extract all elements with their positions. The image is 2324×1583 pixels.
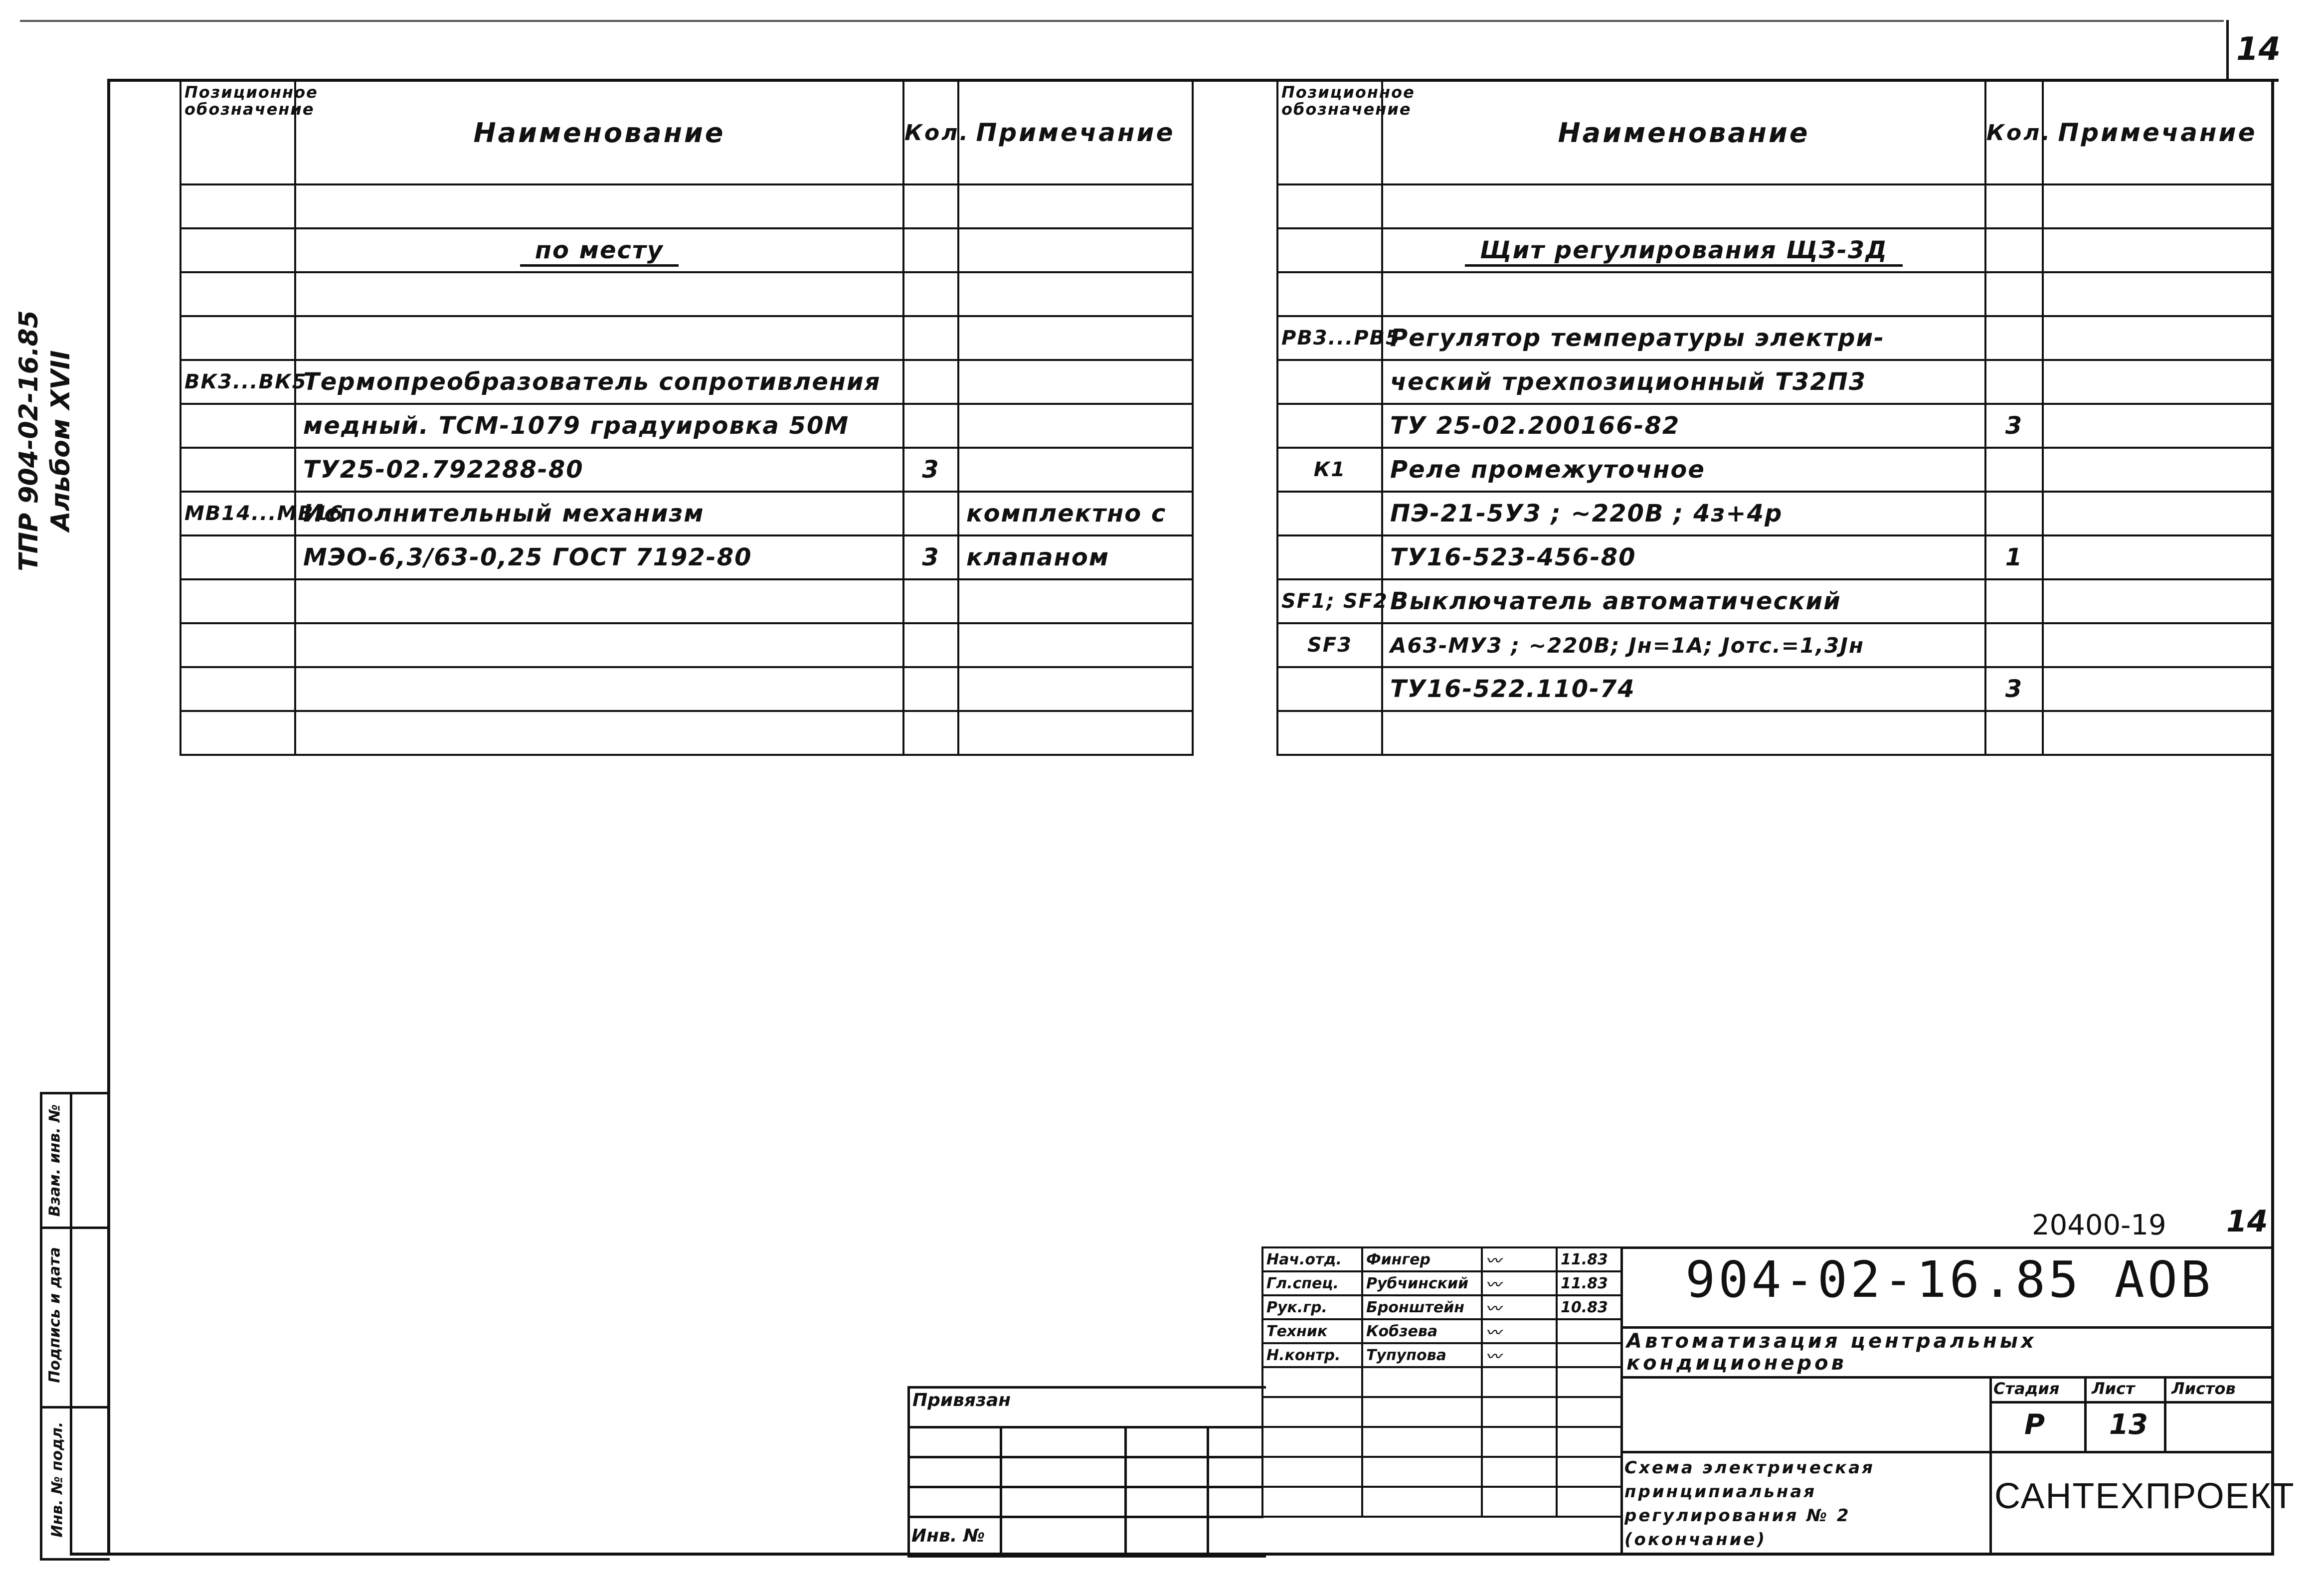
table-row	[1277, 184, 2272, 228]
table-row	[1277, 272, 2272, 316]
left-spec-table	[179, 80, 1194, 756]
left-section-title: по месту	[520, 236, 679, 267]
table-row: ВК3...ВК5 Термопреобразователь сопротивления	[180, 360, 1193, 404]
table-row: ТУ16-523-456-80 1	[1277, 535, 2272, 579]
signature-row: Техник Кобзева 〰	[1262, 1319, 1621, 1343]
table-row: МВ14...МВ16 Исполнительный механизм комплектно с	[180, 492, 1193, 535]
paper-top-line	[20, 20, 2224, 22]
table-row: МЭО-6,3/63-0,25 ГОСТ 7192-80 3 клапаном	[180, 535, 1193, 579]
right-table-header-row	[1277, 81, 2272, 184]
bound-col-line-3	[1207, 1426, 1209, 1553]
left-stamp-inner-line	[70, 1092, 72, 1556]
title-line-1	[1620, 1326, 2271, 1329]
table-row	[180, 623, 1193, 667]
stage-label: Стадия	[1993, 1379, 2060, 1398]
right-header-position: Позиционное обозначение	[1277, 81, 1382, 184]
left-header-name: Наименование	[295, 81, 903, 184]
organization-name: САНТЕХПРОЕКТ	[1994, 1476, 2295, 1516]
table-row: ТУ 25-02.200166-82 3	[1277, 404, 2272, 448]
table-row: К1 Реле промежуточное	[1277, 448, 2272, 492]
bound-row-line-4	[907, 1516, 1263, 1518]
sheet-value: 13	[2109, 1408, 2148, 1441]
right-section-row	[1277, 228, 2272, 272]
right-section-title: Щит регулирования ЩЗ-3Д	[1465, 236, 1903, 267]
side-doc-code	[13, 291, 77, 590]
right-header-note: Примечание	[2043, 81, 2272, 184]
left-section-row	[180, 228, 1193, 272]
table-row	[1262, 1487, 1621, 1517]
left-header-note: Примечание	[958, 81, 1193, 184]
side-doc-code-line1: ТПР 904-02-16.85	[14, 310, 44, 571]
title-line-4	[1989, 1451, 2271, 1453]
table-row: ТУ16-522.110-74 3	[1277, 667, 2272, 711]
table-row	[180, 316, 1193, 360]
signature-mark: 〰	[1482, 1271, 1557, 1295]
table-row	[1262, 1397, 1621, 1427]
bound-col-line-2	[1124, 1426, 1127, 1553]
sheet-label: Лист	[2092, 1379, 2135, 1398]
table-row: РВ3...РВ5 Регулятор температуры электри-	[1277, 316, 2272, 360]
stage-value: Р	[2024, 1408, 2045, 1441]
table-row	[1262, 1427, 1621, 1457]
signature-mark: 〰	[1482, 1247, 1557, 1271]
table-row	[180, 711, 1193, 755]
signature-mark: 〰	[1482, 1319, 1557, 1343]
signature-row: Н.контр. Тупупова 〰	[1262, 1343, 1621, 1367]
left-stamp-inv: Инв. № подл.	[48, 1421, 66, 1538]
title-col-divider	[1989, 1376, 1992, 1553]
right-spec-table	[1276, 80, 2273, 756]
left-header-position: Позиционное обозначение	[180, 81, 295, 184]
bound-col-line-1	[1000, 1426, 1002, 1553]
signature-row: Гл.спец. Рубчинский 〰 11.83	[1262, 1271, 1621, 1295]
left-header-qty: Кол.	[903, 81, 958, 184]
table-row: медный. ТСМ-1079 градуировка 50М	[180, 404, 1193, 448]
inv-label: Инв. №	[911, 1526, 985, 1546]
doc-code: 904-02-16.85 АОВ	[1685, 1250, 2214, 1309]
table-row	[180, 184, 1193, 228]
title-line-5	[1620, 1451, 1989, 1453]
table-row: ческий трехпозиционный Т32П3	[1277, 360, 2272, 404]
table-row: SF3 А63-МУ3 ; ~220В; Jн=1А; Jотс.=1,3Jн	[1277, 623, 2272, 667]
sheet-title: Схема электрическая принципиальная регулирования № 2 (окончание)	[1624, 1458, 1875, 1550]
table-row	[1277, 711, 2272, 755]
side-doc-code-line2: Альбом XVII	[46, 350, 76, 531]
archive-sheet: 14	[2226, 1204, 2268, 1239]
table-row	[180, 272, 1193, 316]
sheets-label: Листов	[2171, 1379, 2236, 1398]
table-row: SF1; SF2 Выключатель автоматический	[1277, 579, 2272, 623]
table-row: ТУ25-02.792288-80 3	[180, 448, 1193, 492]
table-row	[180, 667, 1193, 711]
table-row	[180, 579, 1193, 623]
signature-table	[1261, 1246, 1622, 1518]
title-line-2	[1620, 1376, 2271, 1379]
table-row: ПЭ-21-5У3 ; ~220В ; 4з+4р	[1277, 492, 2272, 535]
signature-row: Рук.гр. Бронштейн 〰 10.83	[1262, 1295, 1621, 1319]
signature-row: Нач.отд. Фингер 〰 11.83	[1262, 1247, 1621, 1271]
bound-label: Привязан	[912, 1390, 1011, 1410]
bound-row-line-2	[907, 1456, 1263, 1458]
table-row	[1262, 1367, 1621, 1397]
left-stamp-sign-date: Подпись и дата	[46, 1247, 64, 1383]
right-header-qty: Кол.	[1985, 81, 2043, 184]
project-title: Автоматизация центральных кондиционеров	[1626, 1330, 2037, 1375]
signature-mark: 〰	[1482, 1343, 1557, 1367]
bound-row-line-1	[907, 1426, 1263, 1428]
bound-row-line-3	[907, 1486, 1263, 1488]
left-stamp-replace-inv: Взам. инв. №	[46, 1104, 64, 1217]
stage-col-line-1	[2084, 1376, 2087, 1451]
stage-col-line-2	[2164, 1376, 2166, 1451]
archive-number: 20400-19	[2032, 1209, 2166, 1241]
sheet-number-top: 14	[2236, 31, 2281, 68]
right-header-name: Наименование	[1382, 81, 1985, 184]
title-line-3	[1989, 1401, 2271, 1404]
table-row	[1262, 1457, 1621, 1487]
left-table-header-row	[180, 81, 1193, 184]
signature-mark: 〰	[1482, 1295, 1557, 1319]
